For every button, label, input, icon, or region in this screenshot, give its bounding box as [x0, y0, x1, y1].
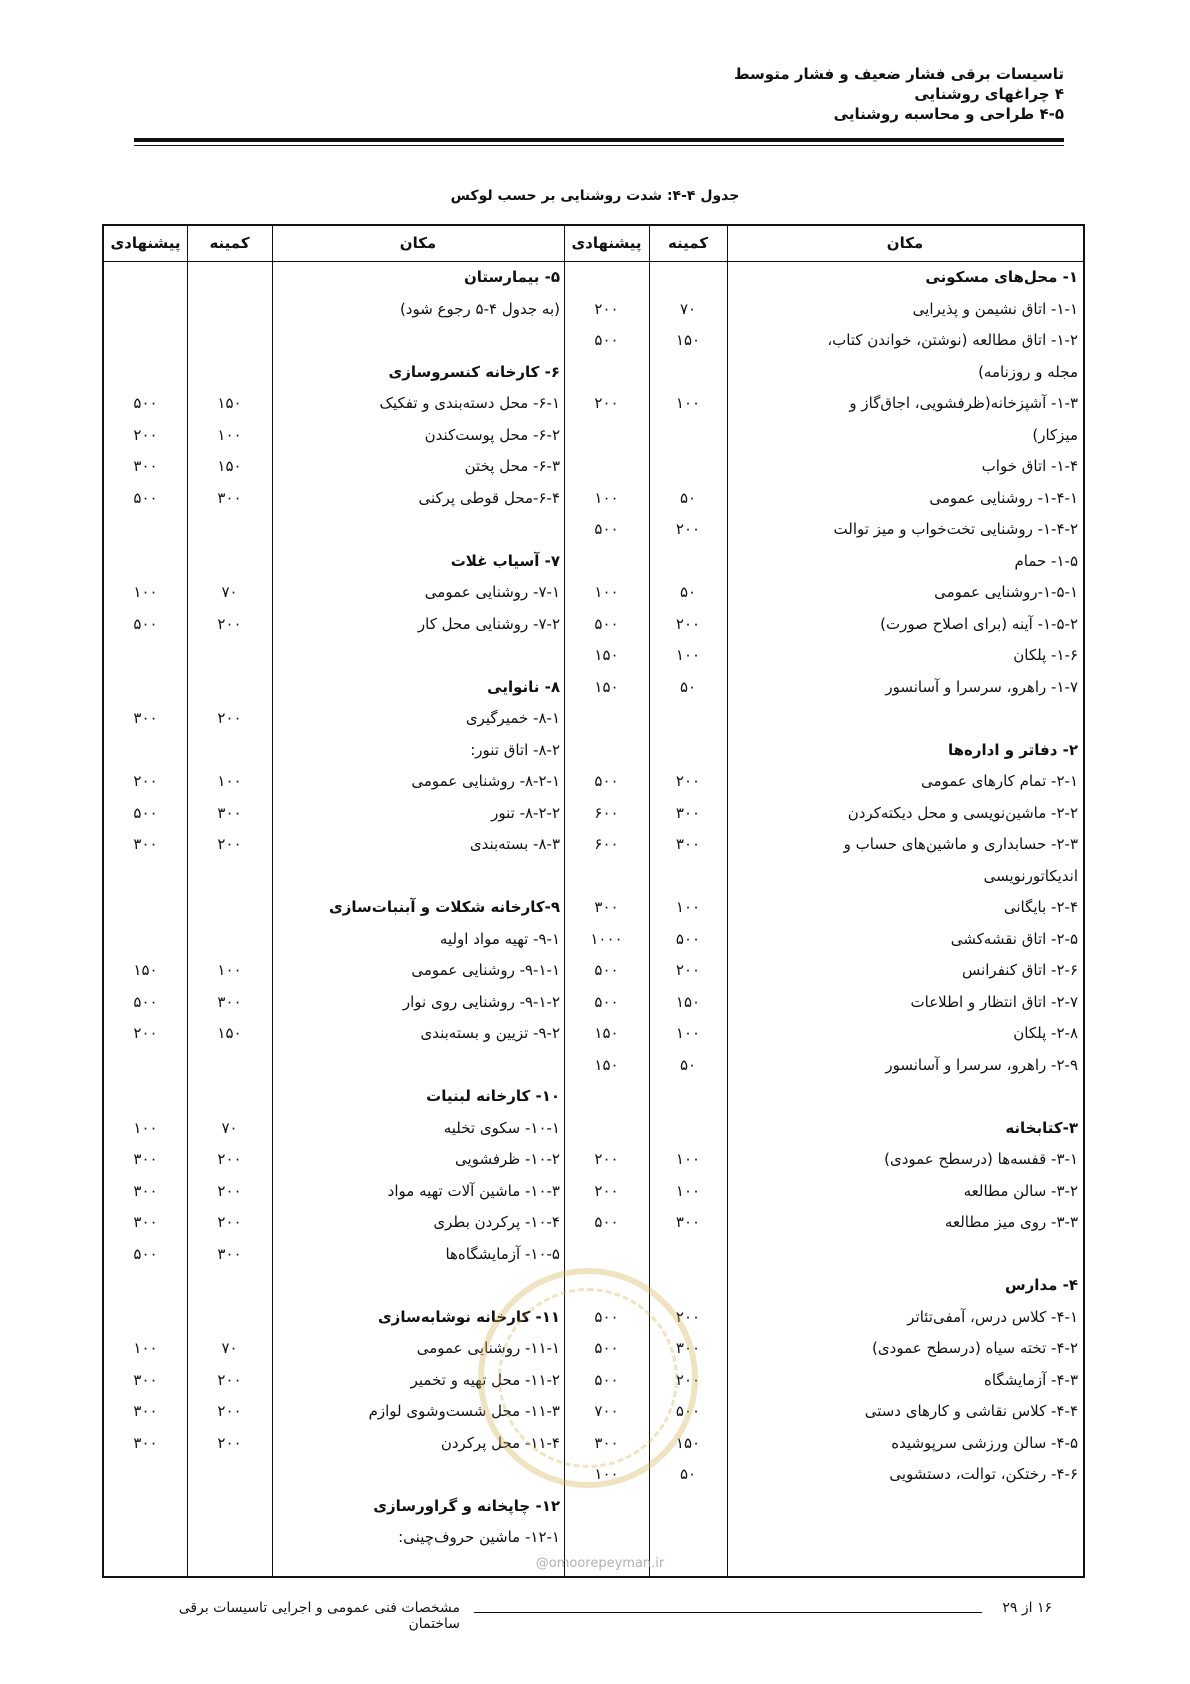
right-suggested-cell: ۱۰۰: [594, 583, 619, 601]
left-suggested-cell: ۵۰۰: [133, 614, 158, 633]
right-suggested-cell: ۵۰۰: [594, 961, 619, 979]
left-place-cell: ۸-۲- اتاق تنور:: [470, 740, 560, 759]
left-suggested-cell: ۵۰۰: [133, 992, 158, 1011]
left-place-cell: ۶- کارخانه کنسروسازی: [388, 362, 560, 381]
right-min-cell: ۲۰۰: [675, 520, 701, 538]
right-place-cell: ۱-۷- راهرو، سرسرا و آسانسور: [885, 677, 1078, 696]
left-place-cell: ۶-۲- محل پوست‌کندن: [424, 425, 560, 444]
right-min-cell: ۳۰۰: [675, 835, 701, 853]
right-suggested-cell: ۱۰۰: [594, 1465, 619, 1483]
right-place-cell: ۲-۱- تمام کارهای عمومی: [920, 772, 1078, 790]
left-place-cell: ۱۱-۳- محل شست‌وشوی لوازم: [368, 1402, 560, 1420]
left-place-cell: ۷-۲- روشنایی محل کار: [417, 614, 560, 633]
right-suggested-cell: ۲۰۰: [594, 1181, 619, 1200]
right-suggested-cell: ۲۰۰: [594, 1150, 619, 1168]
left-min-cell: ۲۰۰: [217, 1370, 242, 1389]
left-min-cell: ۱۰۰: [217, 772, 242, 790]
left-min-cell: ۲۰۰: [217, 614, 242, 633]
right-suggested-cell: ۵۰۰: [594, 1307, 619, 1326]
left-place-cell: ۹-۱-۲- روشنایی روی نوار: [402, 992, 560, 1011]
right-place-cell: ۳-۲- سالن مطالعه: [963, 1181, 1078, 1200]
right-min-cell: ۵۰۰: [675, 1402, 701, 1420]
right-min-cell: ۲۰۰: [675, 614, 701, 633]
right-min-cell: ۱۵۰: [675, 992, 701, 1011]
col-header-place-right: مکان: [886, 234, 924, 252]
right-suggested-cell: ۵۰۰: [594, 1339, 619, 1357]
left-place-cell: ۱۱- کارخانه نوشابه‌سازی: [377, 1307, 560, 1326]
right-min-cell: ۵۰: [679, 1055, 697, 1074]
right-place-cell: ۱-۶- پلکان: [1013, 646, 1078, 664]
footer-page-number: ۱۶ از ۲۹: [1002, 1600, 1052, 1616]
right-suggested-cell: ۱۵۰: [594, 677, 619, 696]
right-place-cell: ۱-۲- اتاق مطالعه (نوشتن، خواندن کتاب،: [827, 331, 1078, 349]
left-min-cell: ۲۰۰: [217, 1213, 242, 1231]
left-place-cell: ۱۱-۱- روشنایی عمومی: [416, 1339, 560, 1357]
left-place-cell: ۱۱-۴- محل پرکردن: [440, 1433, 560, 1452]
right-min-cell: ۲۰۰: [675, 772, 701, 790]
right-place-cell: ۲-۳- حسابداری و ماشین‌های حساب و: [843, 835, 1078, 853]
left-place-cell: ۱۲-۱- ماشین حروف‌چینی:: [398, 1528, 560, 1546]
right-suggested-cell: ۲۰۰: [594, 299, 619, 318]
right-min-cell: ۱۰۰: [675, 1181, 701, 1200]
right-min-cell: ۵۰: [679, 583, 697, 601]
left-min-cell: ۲۰۰: [217, 1433, 242, 1452]
right-min-cell: ۱۰۰: [675, 394, 701, 412]
right-place-cell: ۳-۳- روی میز مطالعه: [944, 1213, 1078, 1231]
left-min-cell: ۳۰۰: [217, 488, 242, 507]
right-suggested-cell: ۵۰۰: [594, 1370, 619, 1389]
right-place-cell: ۱-۳- آشپزخانه(ظرفشویی، اجاق‌گاز و: [849, 394, 1078, 412]
right-place-cell: ۴- مدارس: [1004, 1276, 1078, 1294]
right-min-cell: ۳۰۰: [675, 1213, 701, 1231]
right-place-cell: ۱-۵- حمام: [1014, 551, 1078, 570]
left-min-cell: ۱۵۰: [217, 457, 242, 475]
right-place-cell: ۲-۵- اتاق نقشه‌کشی: [950, 929, 1078, 948]
left-suggested-cell: ۱۰۰: [133, 583, 158, 601]
left-suggested-cell: ۳۰۰: [133, 1213, 158, 1231]
left-place-cell: (به جدول ۴-۵ رجوع شود): [399, 299, 560, 318]
right-place-cell: ۲-۲- ماشین‌نویسی و محل دیکته‌کردن: [847, 803, 1078, 822]
right-place-cell: ۴-۵- سالن ورزشی سرپوشیده: [891, 1433, 1078, 1452]
left-place-cell: ۵- بیمارستان: [464, 268, 560, 286]
right-place-cell: ۴-۴- کلاس نقاشی و کارهای دستی: [864, 1402, 1078, 1420]
right-min-cell: ۵۰: [679, 488, 697, 507]
right-place-cell: ۱-۵-۱-روشنایی عمومی: [934, 583, 1078, 601]
left-place-cell: ۸- نانوایی: [487, 677, 560, 696]
footer-rule: [474, 1612, 982, 1613]
right-min-cell: ۵۰: [679, 1465, 697, 1483]
col-header-suggested-left: پیشنهادی: [110, 234, 181, 252]
right-place-cell: میزکار): [1032, 425, 1078, 444]
left-min-cell: ۲۰۰: [217, 1402, 242, 1420]
left-place-cell: ۸-۳- بسته‌بندی: [469, 835, 560, 853]
left-min-cell: ۱۰۰: [217, 425, 242, 444]
right-place-cell: ۴-۳- آزمایشگاه: [984, 1370, 1078, 1389]
left-min-cell: ۳۰۰: [217, 803, 242, 822]
col-header-min-right: کمینه: [667, 234, 709, 252]
left-suggested-cell: ۳۰۰: [133, 709, 158, 727]
left-place-cell: ۱۰-۲- ظرفشویی: [455, 1150, 560, 1168]
header-row-rule: [104, 261, 1083, 262]
right-place-cell: ۳-۱- قفسه‌ها (درسطح عمودی): [884, 1150, 1078, 1168]
watermark-text: @omoorepeyman.ir: [535, 1556, 665, 1571]
left-suggested-cell: ۳۰۰: [133, 1402, 158, 1420]
header-line-2: ۴ چراغهای روشنایی: [914, 85, 1064, 103]
right-suggested-cell: ۵۰۰: [594, 772, 619, 790]
right-place-cell: ۱-۴-۲- روشنایی تخت‌خواب و میز توالت: [833, 520, 1078, 538]
right-place-cell: اندیکاتورنویسی: [983, 866, 1078, 885]
left-place-cell: ۸-۲-۱- روشنایی عمومی: [411, 772, 560, 790]
right-min-cell: ۲۰۰: [675, 961, 701, 979]
left-min-cell: ۲۰۰: [217, 709, 242, 727]
left-suggested-cell: ۲۰۰: [133, 425, 158, 444]
right-place-cell: ۴-۱- کلاس درس، آمفی‌تئاتر: [907, 1307, 1078, 1326]
right-place-cell: ۱-۴- اتاق خواب: [981, 457, 1078, 475]
right-min-cell: ۲۰۰: [675, 1370, 701, 1389]
left-place-cell: ۱۲- چاپخانه و گراورسازی: [373, 1496, 560, 1515]
left-place-cell: ۶-۴-محل قوطی پرکنی: [418, 488, 560, 507]
left-place-cell: ۸-۱- خمیرگیری: [465, 709, 560, 727]
left-place-cell: ۷-۱- روشنایی عمومی: [424, 583, 560, 601]
right-suggested-cell: ۱۵۰: [594, 646, 619, 664]
right-suggested-cell: ۵۰۰: [594, 520, 619, 538]
left-suggested-cell: ۵۰۰: [133, 488, 158, 507]
left-suggested-cell: ۳۰۰: [133, 1150, 158, 1168]
left-place-cell: ۹-۱- تهیه مواد اولیه: [439, 929, 560, 948]
left-suggested-cell: ۳۰۰: [133, 457, 158, 475]
left-min-cell: ۳۰۰: [217, 992, 242, 1011]
illuminance-table: [102, 224, 1085, 1578]
column-divider: [272, 226, 273, 1576]
column-divider: [727, 226, 728, 1576]
header-rule-thick: [134, 138, 1064, 142]
right-min-cell: ۱۰۰: [675, 1150, 701, 1168]
right-place-cell: ۲-۹- راهرو، سرسرا و آسانسور: [885, 1055, 1078, 1074]
right-place-cell: ۱-۵-۲- آینه (برای اصلاح صورت): [880, 614, 1078, 633]
right-min-cell: ۱۰۰: [675, 646, 701, 664]
right-suggested-cell: ۱۰۰: [594, 488, 619, 507]
footer-title: مشخصات فنی عمومی و اجرایی تاسیسات برقی ساختمان: [178, 1600, 460, 1632]
left-place-cell: ۱۰- کارخانه لبنیات: [426, 1087, 560, 1105]
right-suggested-cell: ۵۰۰: [594, 1213, 619, 1231]
right-place-cell: ۱-۴-۱- روشنایی عمومی: [929, 488, 1078, 507]
left-place-cell: ۹-۲- تزیین و بسته‌بندی: [420, 1024, 560, 1042]
header-rule-thin: [134, 145, 1064, 146]
right-min-cell: ۳۰۰: [675, 1339, 701, 1357]
right-place-cell: ۳-کتابخانه: [1005, 1118, 1078, 1137]
left-min-cell: ۷۰: [221, 1118, 238, 1137]
left-place-cell: ۹-۱-۱- روشنایی عمومی: [411, 961, 560, 979]
left-suggested-cell: ۱۰۰: [133, 1339, 158, 1357]
left-suggested-cell: ۳۰۰: [133, 835, 158, 853]
left-min-cell: ۱۰۰: [217, 961, 242, 979]
right-min-cell: ۲۰۰: [675, 1307, 701, 1326]
right-place-cell: ۴-۶- رختکن، توالت، دستشویی: [889, 1465, 1078, 1483]
left-place-cell: ۶-۱- محل دسته‌بندی و تفکیک: [379, 394, 560, 412]
right-suggested-cell: ۱۰۰۰: [590, 929, 623, 948]
left-suggested-cell: ۱۰۰: [133, 1118, 158, 1137]
right-suggested-cell: ۱۵۰: [594, 1055, 619, 1074]
right-min-cell: ۷۰: [679, 299, 697, 318]
table-caption: جدول ۴-۴: شدت روشنایی بر حسب لوکس: [450, 188, 740, 204]
right-suggested-cell: ۵۰۰: [594, 614, 619, 633]
left-place-cell: ۶-۳- محل پختن: [464, 457, 560, 475]
right-place-cell: ۲-۷- اتاق انتظار و اطلاعات: [910, 992, 1078, 1011]
page-header: [124, 64, 1064, 124]
right-min-cell: ۵۰۰: [675, 929, 701, 948]
left-place-cell: ۱۰-۴- پرکردن بطری: [433, 1213, 560, 1231]
col-header-place-left: مکان: [399, 234, 437, 252]
right-suggested-cell: ۵۰۰: [594, 992, 619, 1011]
header-line-3: ۴-۵ طراحی و محاسبه روشنایی: [833, 105, 1064, 123]
left-min-cell: ۱۵۰: [217, 394, 242, 412]
left-suggested-cell: ۱۵۰: [133, 961, 158, 979]
left-suggested-cell: ۵۰۰: [133, 1244, 158, 1263]
right-suggested-cell: ۳۰۰: [594, 1433, 619, 1452]
left-suggested-cell: ۵۰۰: [133, 394, 158, 412]
left-suggested-cell: ۳۰۰: [133, 1181, 158, 1200]
left-suggested-cell: ۳۰۰: [133, 1370, 158, 1389]
right-place-cell: ۲- دفاتر و اداره‌ها: [948, 740, 1078, 759]
left-min-cell: ۱۵۰: [217, 1024, 242, 1042]
right-place-cell: ۴-۲- تخته سیاه (درسطح عمودی): [872, 1339, 1078, 1357]
right-place-cell: ۲-۸- پلکان: [1013, 1024, 1078, 1042]
left-place-cell: ۱۱-۲- محل تهیه و تخمیر: [410, 1370, 560, 1389]
right-suggested-cell: ۱۵۰: [594, 1024, 619, 1042]
left-suggested-cell: ۲۰۰: [133, 1024, 158, 1042]
left-min-cell: ۲۰۰: [217, 1150, 242, 1168]
right-min-cell: ۱۰۰: [675, 898, 701, 916]
left-place-cell: ۱۰-۵- آزمایشگاه‌ها: [445, 1244, 560, 1263]
left-place-cell: ۱۰-۱- سکوی تخلیه: [443, 1118, 560, 1137]
right-place-cell: ۲-۴- بایگانی: [1003, 898, 1078, 916]
left-min-cell: ۲۰۰: [217, 1181, 242, 1200]
right-suggested-cell: ۶۰۰: [594, 835, 619, 853]
col-header-min-left: کمینه: [209, 234, 250, 252]
col-header-suggested-right: پیشنهادی: [571, 234, 642, 252]
right-suggested-cell: ۲۰۰: [594, 394, 619, 412]
right-suggested-cell: ۶۰۰: [594, 803, 619, 822]
right-suggested-cell: ۳۰۰: [594, 898, 619, 916]
right-suggested-cell: ۵۰۰: [594, 331, 619, 349]
left-place-cell: ۸-۲-۲- تنور: [491, 803, 560, 822]
left-suggested-cell: ۳۰۰: [133, 1433, 158, 1452]
right-suggested-cell: ۷۰۰: [594, 1402, 619, 1420]
right-min-cell: ۱۰۰: [675, 1024, 701, 1042]
header-line-1: تاسیسات برقی فشار ضعیف و فشار متوسط: [733, 65, 1064, 83]
left-min-cell: ۲۰۰: [217, 835, 242, 853]
left-place-cell: ۹-کارخانه شکلات و آبنبات‌سازی: [329, 898, 560, 916]
left-min-cell: ۳۰۰: [217, 1244, 242, 1263]
left-suggested-cell: ۵۰۰: [133, 803, 158, 822]
left-suggested-cell: ۲۰۰: [133, 772, 158, 790]
right-min-cell: ۱۵۰: [675, 1433, 701, 1452]
left-min-cell: ۷۰: [221, 1339, 238, 1357]
left-place-cell: ۱۰-۳- ماشین آلات تهیه مواد: [387, 1181, 560, 1200]
left-min-cell: ۷۰: [221, 583, 238, 601]
right-min-cell: ۱۵۰: [675, 331, 701, 349]
left-place-cell: ۷- آسیاب غلات: [450, 551, 560, 570]
right-place-cell: ۲-۶- اتاق کنفرانس: [961, 961, 1078, 979]
right-place-cell: مجله و روزنامه): [978, 362, 1078, 381]
right-place-cell: ۱- محل‌های مسکونی: [925, 268, 1078, 286]
right-min-cell: ۳۰۰: [675, 803, 701, 822]
right-place-cell: ۱-۱- اتاق نشیمن و پذیرایی: [912, 299, 1078, 318]
right-min-cell: ۵۰: [679, 677, 697, 696]
